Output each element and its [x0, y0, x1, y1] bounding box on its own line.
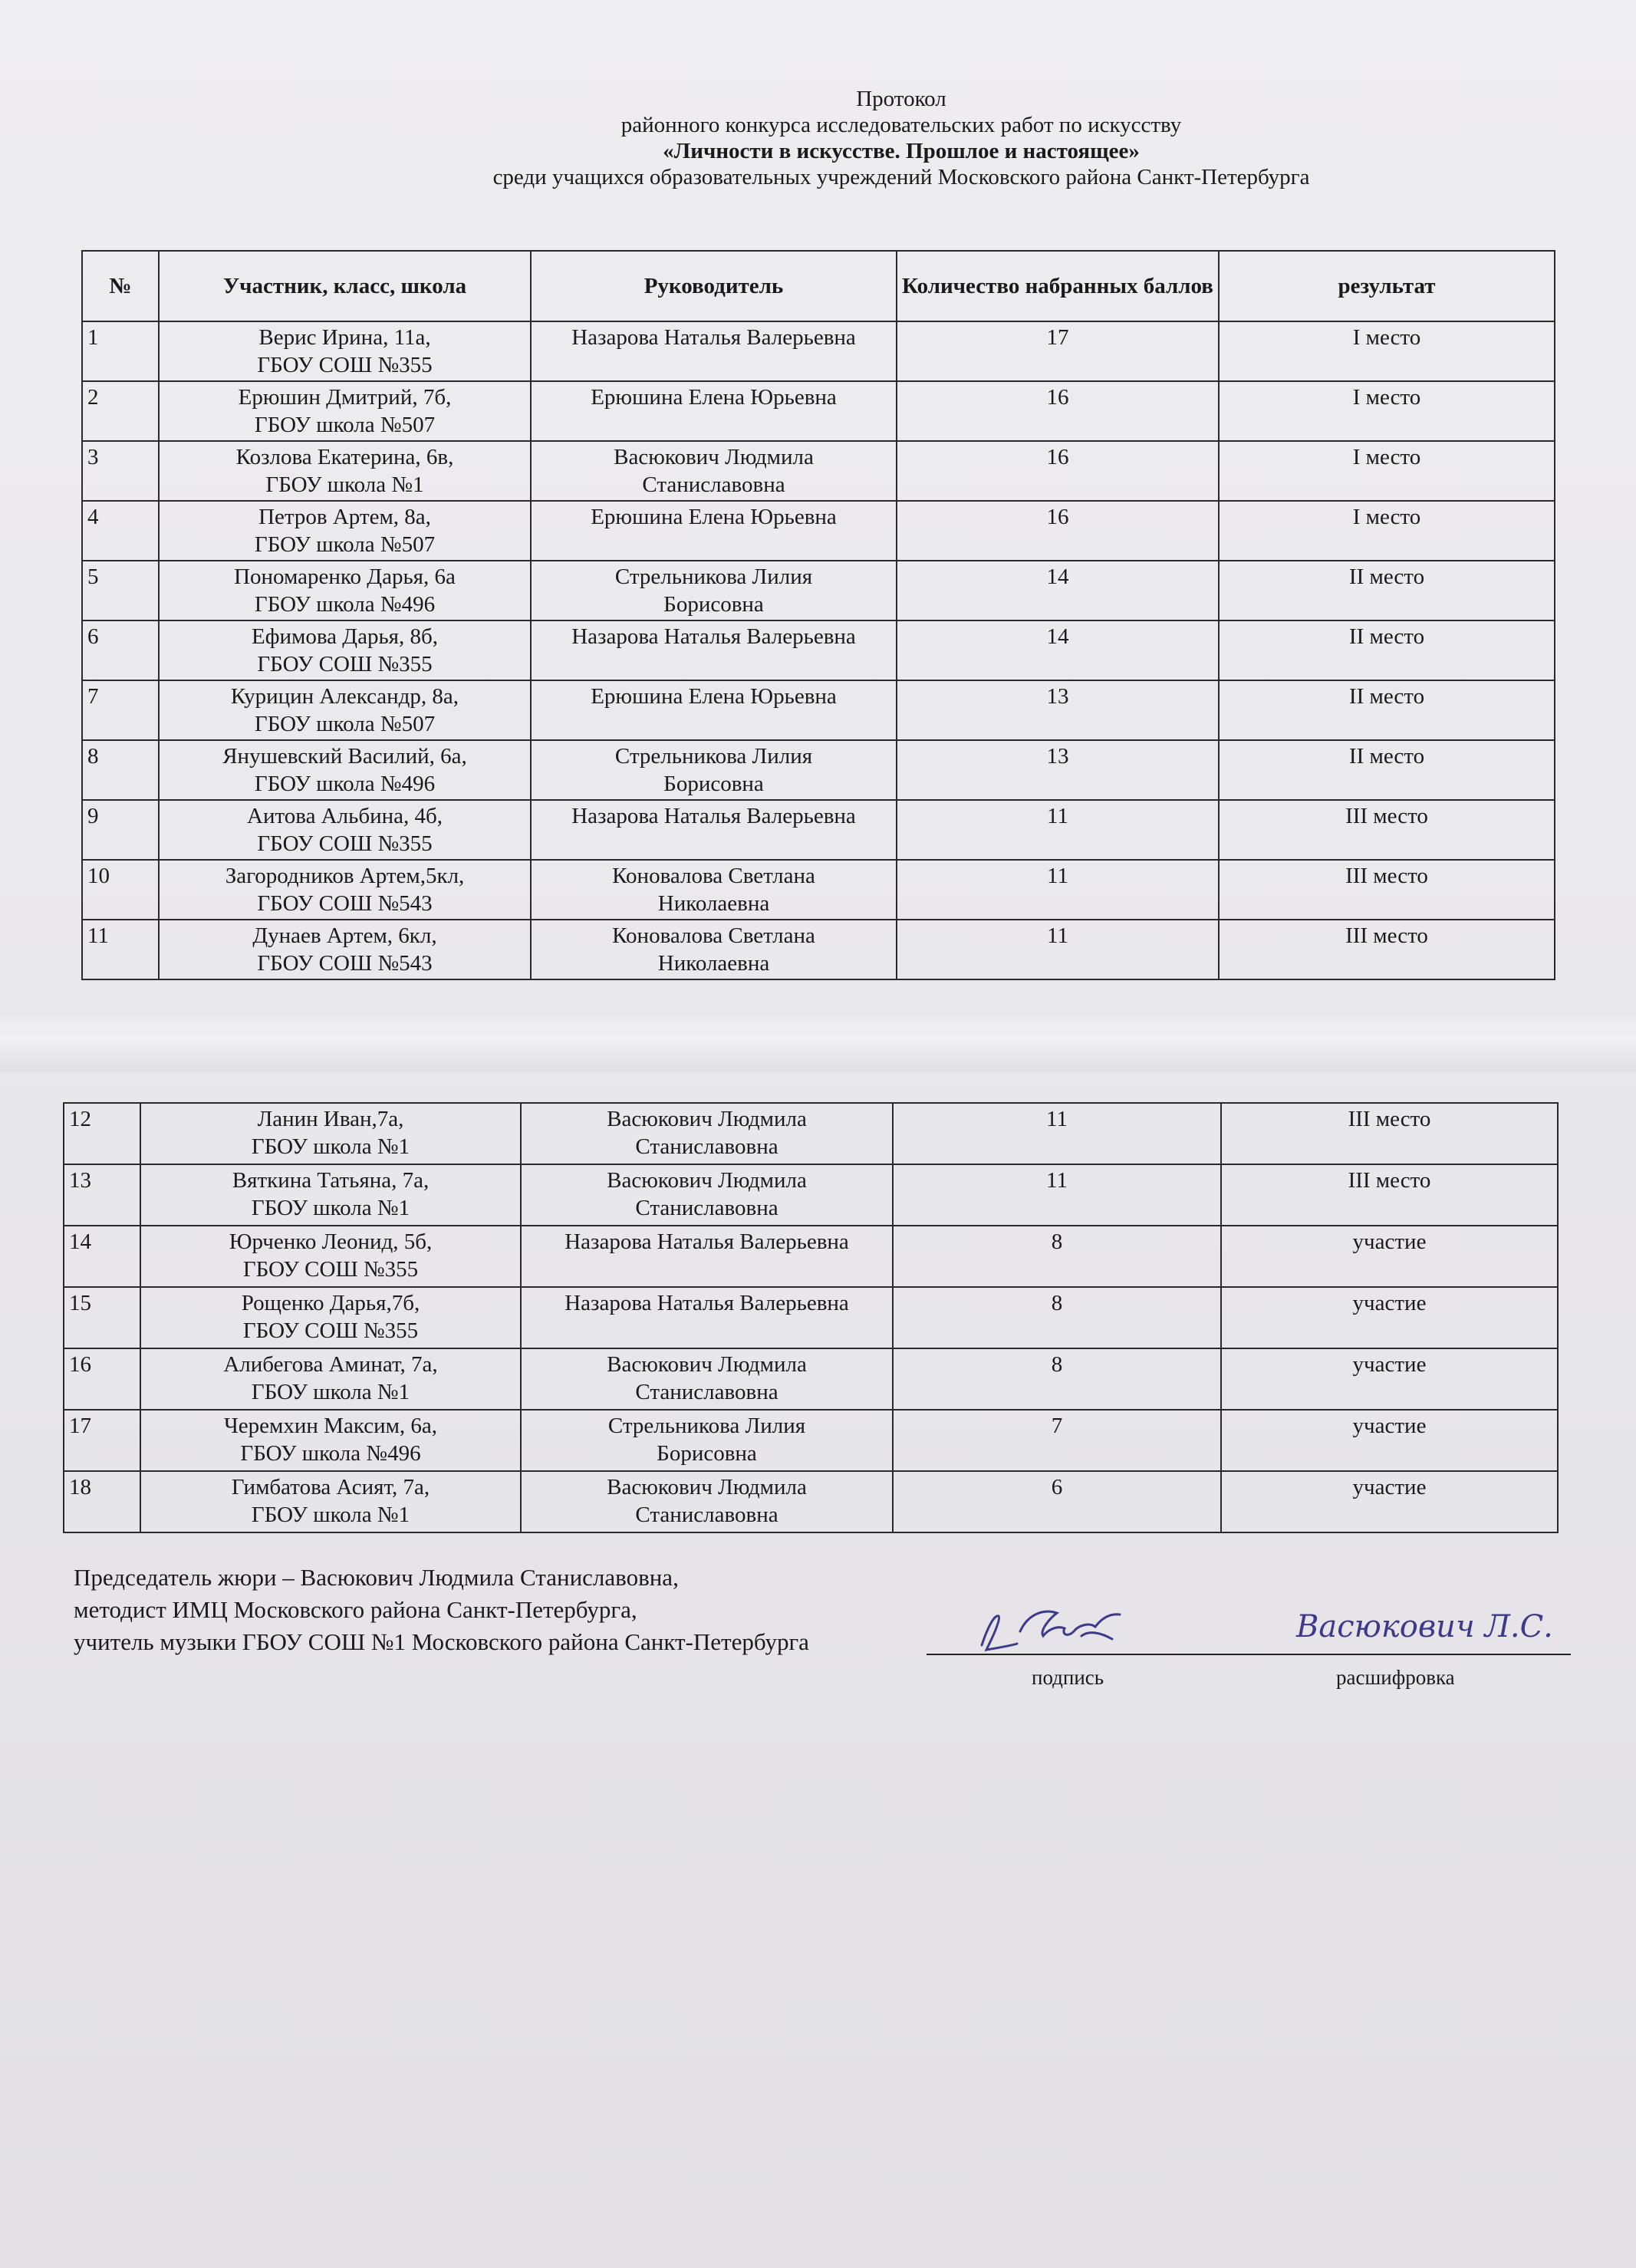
- participant-name: Гимбатова Асият, 7а,: [231, 1475, 430, 1499]
- score-cell: 13: [897, 680, 1219, 740]
- result-cell: II место: [1219, 620, 1555, 680]
- row-number: 15: [64, 1287, 140, 1348]
- participant-name: Курицин Александр, 8а,: [230, 684, 459, 709]
- leader-cell: [521, 1348, 893, 1410]
- leader-cell: [531, 620, 897, 680]
- leader-line-1: Стрельникова Лилия: [607, 1414, 806, 1438]
- leader-line-2: Станиславовна: [642, 472, 785, 497]
- leader-line-1: Васюкович Людмила: [607, 1107, 807, 1131]
- participant-cell: [159, 860, 531, 920]
- row-number: 3: [82, 441, 159, 501]
- leader-line-2: Борисовна: [663, 592, 764, 617]
- row-number: 17: [64, 1410, 140, 1471]
- col-leader-header: Руководитель: [531, 251, 897, 321]
- participant-school: ГБОУ СОШ №543: [257, 891, 433, 916]
- table-row: [82, 321, 1555, 381]
- table-row: [64, 1164, 1558, 1226]
- table-row: [64, 1471, 1558, 1532]
- jury-chair-position: методист ИМЦ Московского района Санкт-Петербурга,: [74, 1596, 637, 1623]
- participant-cell: [140, 1410, 521, 1471]
- leader-line-1: Назарова Наталья Валерьевна: [571, 804, 856, 828]
- score-cell: 7: [893, 1410, 1221, 1471]
- table-header-row: [82, 251, 1555, 321]
- result-cell: участие: [1221, 1287, 1558, 1348]
- decode-label: расшифровка: [1336, 1666, 1455, 1689]
- participant-name: Загородников Артем,5кл,: [225, 864, 465, 888]
- result-cell: II место: [1219, 680, 1555, 740]
- participant-cell: [159, 321, 531, 381]
- participant-name: Пономаренко Дарья, 6а: [234, 565, 456, 589]
- participant-school: ГБОУ школа №496: [254, 592, 436, 617]
- leader-line-1: Ерюшина Елена Юрьевна: [591, 385, 837, 410]
- leader-line-2: Николаевна: [657, 951, 770, 976]
- table-row: [82, 920, 1555, 979]
- participant-school: ГБОУ СОШ №543: [257, 951, 433, 976]
- leader-cell: [521, 1103, 893, 1164]
- result-cell: I место: [1219, 501, 1555, 561]
- participant-cell: [159, 561, 531, 620]
- result-cell: I место: [1219, 321, 1555, 381]
- participant-name: Алибегова Аминат, 7а,: [223, 1352, 438, 1377]
- participant-cell: [140, 1471, 521, 1532]
- leader-cell: [531, 680, 897, 740]
- score-cell: 11: [897, 800, 1219, 860]
- leader-cell: [531, 501, 897, 561]
- leader-cell: [531, 740, 897, 800]
- leader-cell: [521, 1287, 893, 1348]
- score-cell: 8: [893, 1348, 1221, 1410]
- score-cell: 8: [893, 1226, 1221, 1287]
- participant-school: ГБОУ СОШ №355: [242, 1318, 419, 1343]
- leader-line-1: Васюкович Людмила: [607, 1352, 807, 1377]
- row-number: 1: [82, 321, 159, 381]
- signature-decoded-handwritten: Васюкович Л.С.: [1296, 1609, 1553, 1644]
- participant-school: ГБОУ СОШ №355: [257, 652, 433, 676]
- participant-cell: [140, 1164, 521, 1226]
- score-cell: 17: [897, 321, 1219, 381]
- page-fold: [0, 1011, 1636, 1072]
- participant-name: Ланин Иван,7а,: [257, 1107, 404, 1131]
- participant-cell: [159, 501, 531, 561]
- leader-cell: [531, 321, 897, 381]
- table-row: [64, 1287, 1558, 1348]
- participant-cell: [159, 740, 531, 800]
- participant-school: ГБОУ школа №1: [265, 472, 424, 497]
- row-number: 13: [64, 1164, 140, 1226]
- score-cell: 11: [897, 860, 1219, 920]
- participant-cell: [140, 1103, 521, 1164]
- result-cell: III место: [1221, 1164, 1558, 1226]
- row-number: 8: [82, 740, 159, 800]
- signature-label: подпись: [1032, 1666, 1104, 1689]
- participant-school: ГБОУ СОШ №355: [257, 831, 433, 856]
- row-number: 5: [82, 561, 159, 620]
- results-table-top: [81, 250, 1555, 980]
- result-cell: участие: [1221, 1471, 1558, 1532]
- leader-line-1: Васюкович Людмила: [607, 1475, 807, 1499]
- participant-school: ГБОУ СОШ №355: [242, 1257, 419, 1282]
- participant-name: Петров Артем, 8а,: [258, 505, 431, 529]
- table-row: [82, 620, 1555, 680]
- result-cell: участие: [1221, 1348, 1558, 1410]
- participant-cell: [140, 1287, 521, 1348]
- participant-cell: [159, 680, 531, 740]
- participant-name: Вяткина Татьяна, 7а,: [232, 1168, 430, 1193]
- row-number: 16: [64, 1348, 140, 1410]
- header-contest-name: «Личности в искусстве. Прошлое и настоящее»: [663, 139, 1140, 163]
- score-cell: 14: [897, 620, 1219, 680]
- row-number: 12: [64, 1103, 140, 1164]
- participant-school: ГБОУ СОШ №355: [257, 353, 433, 377]
- table-row: [82, 860, 1555, 920]
- row-number: 10: [82, 860, 159, 920]
- col-result-header: результат: [1219, 251, 1555, 321]
- participant-name: Аитова Альбина, 4б,: [247, 804, 443, 828]
- score-cell: 16: [897, 501, 1219, 561]
- participant-cell: [140, 1226, 521, 1287]
- participant-school: ГБОУ школа №1: [251, 1380, 410, 1404]
- leader-line-2: Николаевна: [657, 891, 770, 916]
- participant-school: ГБОУ школа №496: [254, 772, 436, 796]
- leader-line-2: Станиславовна: [635, 1503, 778, 1527]
- results-table-bottom: [63, 1102, 1559, 1533]
- score-cell: 16: [897, 441, 1219, 501]
- score-cell: 8: [893, 1287, 1221, 1348]
- score-cell: 11: [893, 1164, 1221, 1226]
- col-number-header: №: [82, 251, 159, 321]
- participant-name: Черемхин Максим, 6а,: [223, 1414, 438, 1438]
- result-cell: II место: [1219, 561, 1555, 620]
- participant-cell: [159, 920, 531, 979]
- row-number: 2: [82, 381, 159, 441]
- score-cell: 6: [893, 1471, 1221, 1532]
- row-number: 6: [82, 620, 159, 680]
- leader-line-1: Ерюшина Елена Юрьевна: [591, 684, 837, 709]
- leader-line-1: Стрельникова Лилия: [614, 565, 813, 589]
- score-cell: 14: [897, 561, 1219, 620]
- leader-line-1: Коновалова Светлана: [612, 923, 815, 948]
- jury-chair-line: Председатель жюри – Васюкович Людмила Станиславовна,: [74, 1564, 679, 1591]
- result-cell: III место: [1219, 800, 1555, 860]
- leader-cell: [531, 441, 897, 501]
- table-row: [64, 1410, 1558, 1471]
- table-row: [82, 501, 1555, 561]
- participant-school: ГБОУ школа №1: [251, 1196, 410, 1220]
- leader-line-1: Васюкович Людмила: [607, 1168, 807, 1193]
- participant-cell: [140, 1348, 521, 1410]
- header-title: Протокол: [856, 87, 946, 111]
- signature-scribble: [966, 1599, 1135, 1661]
- leader-line-2: Станиславовна: [635, 1134, 778, 1159]
- leader-cell: [531, 920, 897, 979]
- score-cell: 11: [893, 1103, 1221, 1164]
- row-number: 9: [82, 800, 159, 860]
- table-row: [64, 1103, 1558, 1164]
- result-cell: III место: [1219, 860, 1555, 920]
- table-row: [64, 1226, 1558, 1287]
- row-number: 11: [82, 920, 159, 979]
- leader-line-1: Васюкович Людмила: [614, 445, 814, 469]
- leader-line-2: Станиславовна: [635, 1196, 778, 1220]
- leader-cell: [531, 800, 897, 860]
- leader-cell: [531, 561, 897, 620]
- participant-school: ГБОУ школа №1: [251, 1503, 410, 1527]
- document-header: [230, 86, 1572, 190]
- participant-cell: [159, 381, 531, 441]
- leader-line-1: Стрельникова Лилия: [614, 744, 813, 769]
- result-cell: III место: [1221, 1103, 1558, 1164]
- table-row: [64, 1348, 1558, 1410]
- result-cell: III место: [1219, 920, 1555, 979]
- row-number: 4: [82, 501, 159, 561]
- table-row: [82, 800, 1555, 860]
- participant-name: Рощенко Дарья,7б,: [241, 1291, 420, 1315]
- participant-name: Ерюшин Дмитрий, 7б,: [238, 385, 452, 410]
- participant-school: ГБОУ школа №507: [254, 532, 436, 557]
- table-row: [82, 740, 1555, 800]
- row-number: 14: [64, 1226, 140, 1287]
- leader-line-2: Станиславовна: [635, 1380, 778, 1404]
- leader-cell: [521, 1164, 893, 1226]
- participant-name: Ефимова Дарья, 8б,: [251, 624, 439, 649]
- participant-name: Верис Ирина, 11а,: [258, 325, 431, 350]
- table-row: [82, 381, 1555, 441]
- result-cell: II место: [1219, 740, 1555, 800]
- leader-line-2: Борисовна: [657, 1441, 757, 1466]
- header-contest: районного конкурса исследовательских работ по искусству: [620, 113, 1182, 137]
- row-number: 18: [64, 1471, 140, 1532]
- leader-line-1: Назарова Наталья Валерьевна: [571, 325, 856, 350]
- participant-school: ГБОУ школа №496: [240, 1441, 421, 1466]
- table-row: [82, 561, 1555, 620]
- result-cell: участие: [1221, 1226, 1558, 1287]
- leader-line-1: Коновалова Светлана: [612, 864, 815, 888]
- result-cell: участие: [1221, 1410, 1558, 1471]
- table-row: [82, 441, 1555, 501]
- participant-cell: [159, 620, 531, 680]
- table-row: [82, 680, 1555, 740]
- leader-cell: [521, 1410, 893, 1471]
- leader-cell: [531, 381, 897, 441]
- col-participant-header: Участник, класс, школа: [159, 251, 531, 321]
- participant-school: ГБОУ школа №507: [254, 413, 436, 437]
- leader-cell: [521, 1471, 893, 1532]
- leader-line-1: Ерюшина Елена Юрьевна: [591, 505, 837, 529]
- result-cell: I место: [1219, 441, 1555, 501]
- result-cell: I место: [1219, 381, 1555, 441]
- leader-line-2: Борисовна: [663, 772, 764, 796]
- leader-line-1: Назарова Наталья Валерьевна: [571, 624, 856, 649]
- jury-chair-school: учитель музыки ГБОУ СОШ №1 Московского района Санкт-Петербурга: [74, 1628, 809, 1655]
- leader-line-1: Назарова Наталья Валерьевна: [565, 1291, 849, 1315]
- participant-school: ГБОУ школа №507: [254, 712, 436, 736]
- participant-cell: [159, 441, 531, 501]
- participant-school: ГБОУ школа №1: [251, 1134, 410, 1159]
- leader-cell: [531, 860, 897, 920]
- participant-name: Янушевский Василий, 6а,: [222, 744, 467, 769]
- col-score-header: Количество набранных баллов: [897, 251, 1219, 321]
- participant-name: Дунаев Артем, 6кл,: [252, 923, 437, 948]
- score-cell: 11: [897, 920, 1219, 979]
- leader-cell: [521, 1226, 893, 1287]
- participant-cell: [159, 800, 531, 860]
- participant-name: Юрченко Леонид, 5б,: [229, 1229, 433, 1254]
- score-cell: 13: [897, 740, 1219, 800]
- score-cell: 16: [897, 381, 1219, 441]
- header-participants: среди учащихся образовательных учреждений Московского района Санкт-Петербурга: [492, 165, 1310, 189]
- leader-line-1: Назарова Наталья Валерьевна: [565, 1229, 849, 1254]
- row-number: 7: [82, 680, 159, 740]
- participant-name: Козлова Екатерина, 6в,: [235, 445, 454, 469]
